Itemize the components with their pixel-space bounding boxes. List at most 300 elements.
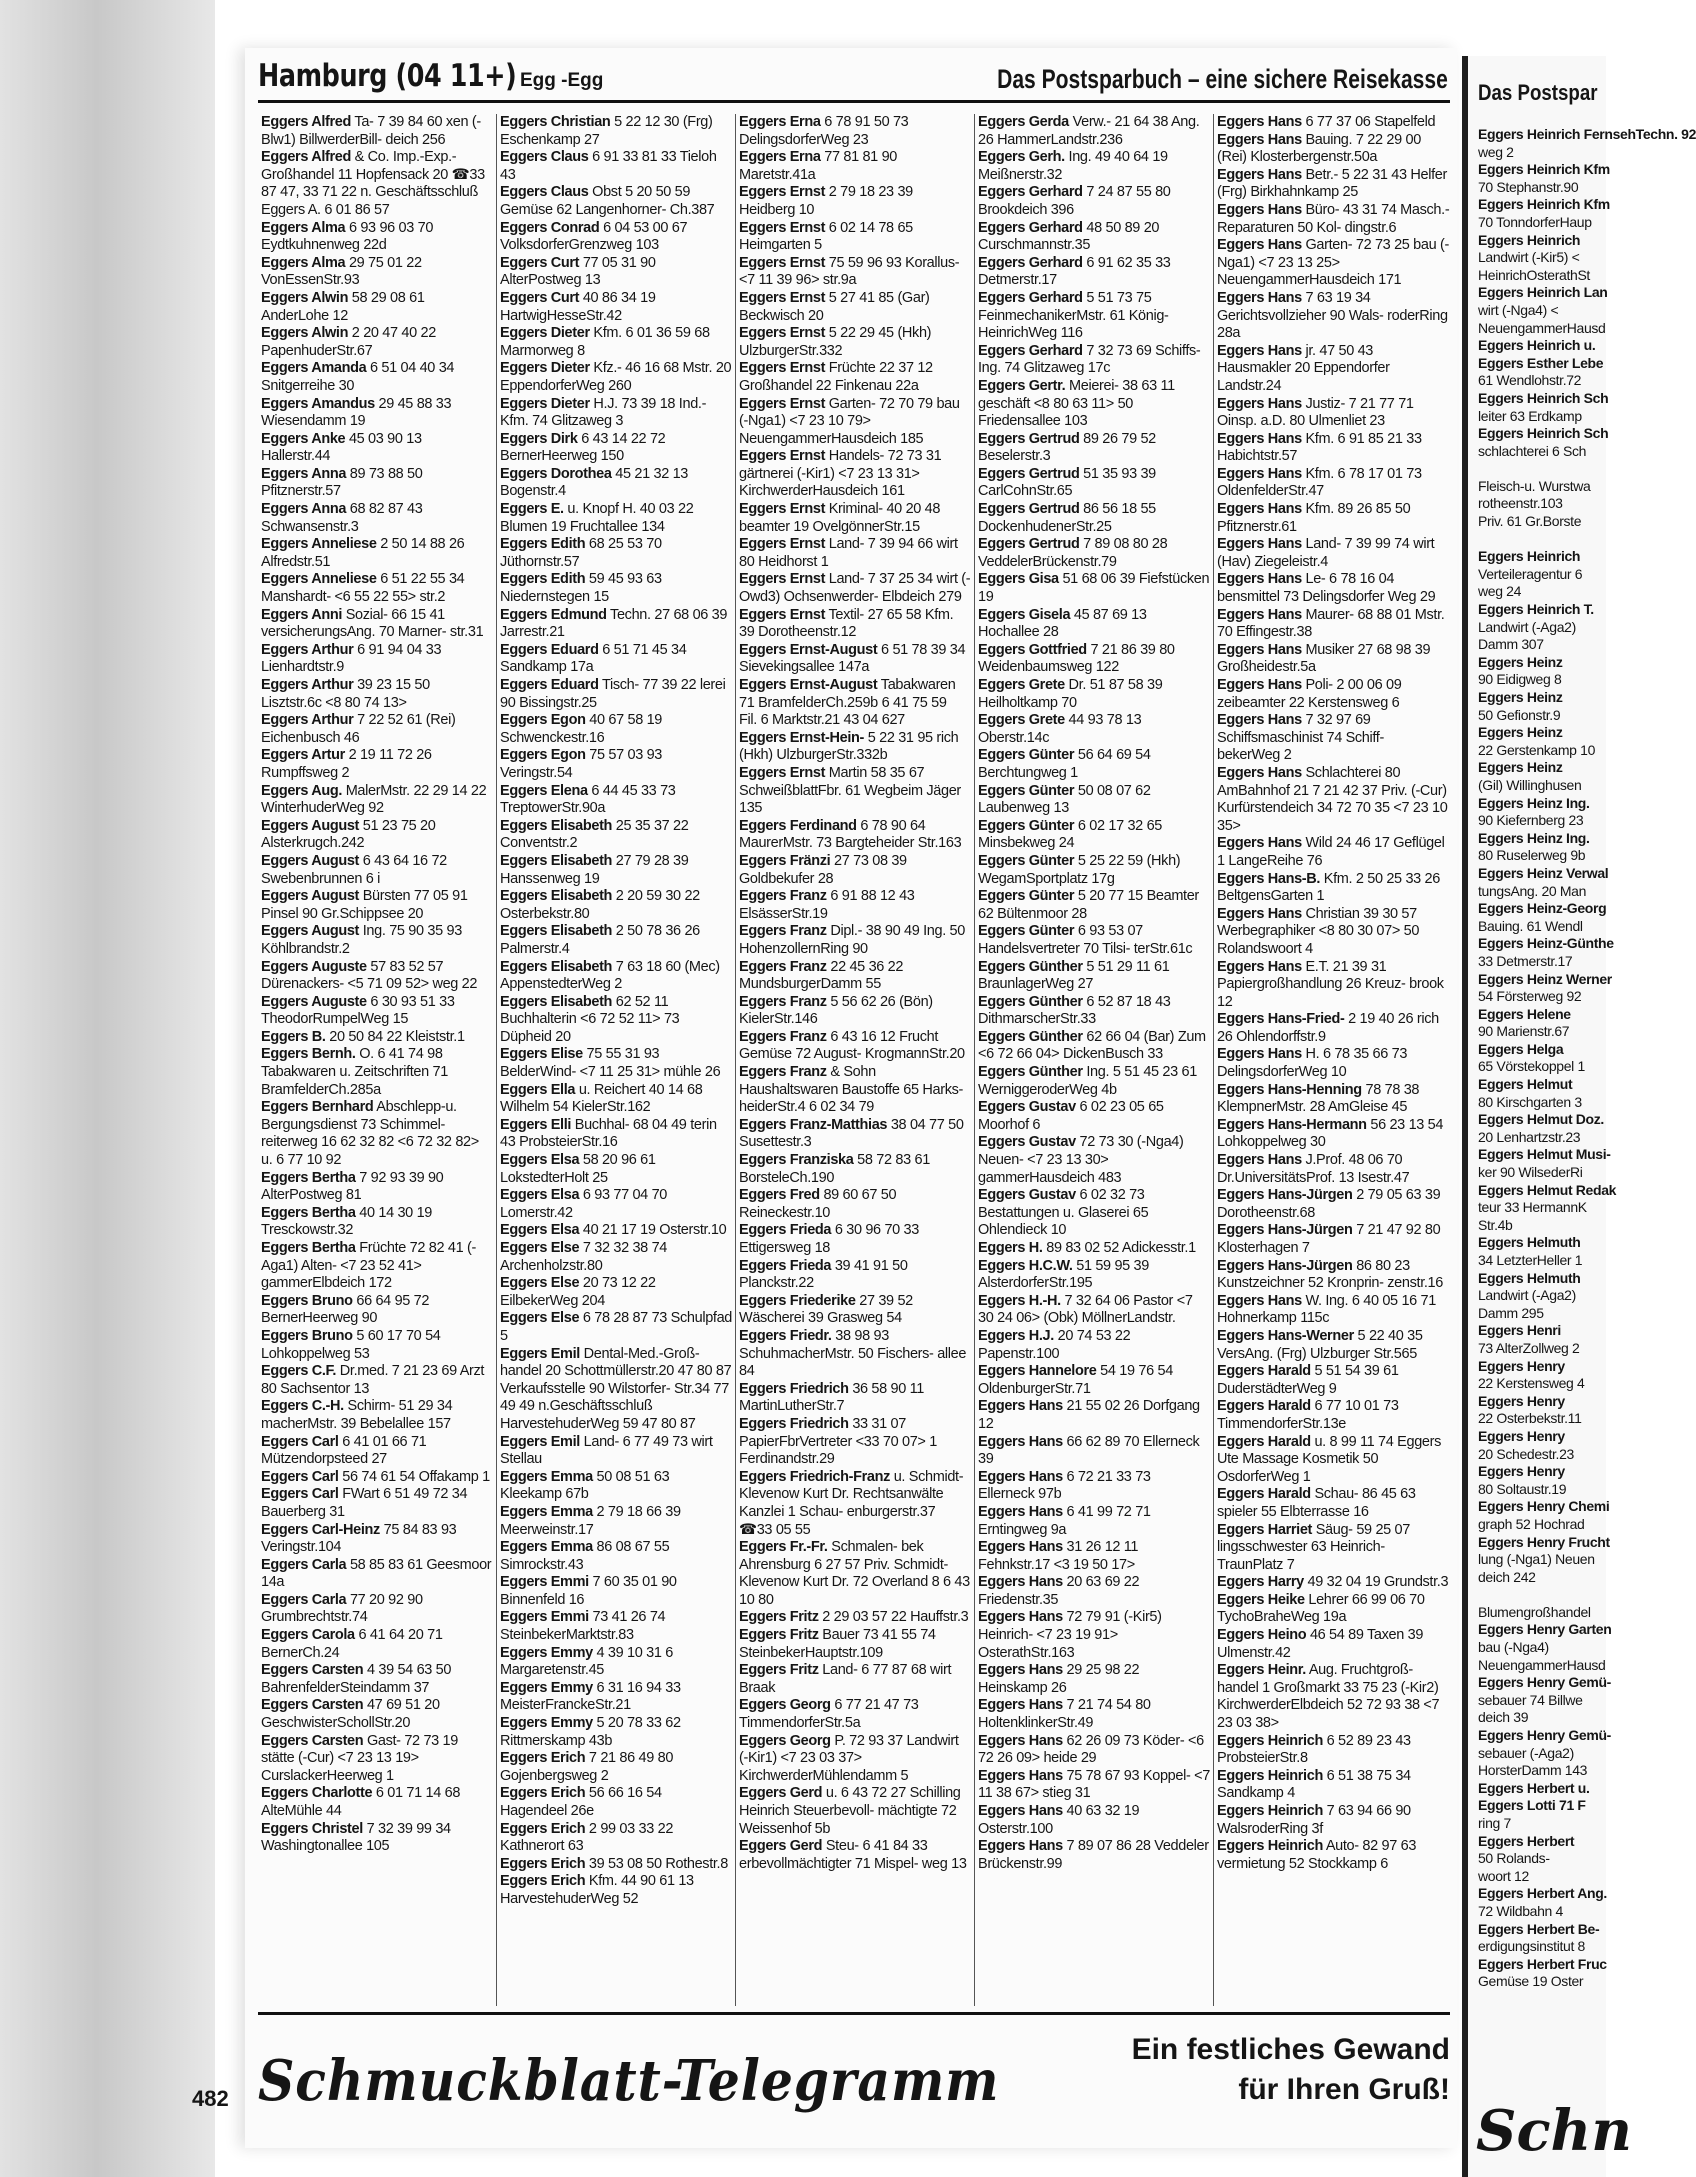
listing-entry: Eggers Bernh. O. 6 41 74 98 Tabakwaren u. Zeitschriften 71 BramfelderCh.285a	[261, 1046, 448, 1098]
adjacent-listing-entry: Str.4b	[1478, 1216, 1513, 1233]
listing-entry: Eggers Else 6 78 28 87 73 Schulpfad 5	[500, 1310, 733, 1344]
listing-entry: Eggers Hans 29 25 98 22 Heinskamp 26	[978, 1662, 1140, 1696]
adjacent-page-header: Das Postspar	[1478, 80, 1598, 105]
listing-entry: Eggers Ernst Land- 7 39 94 66 wirt 80 Heidhorst 1	[739, 536, 958, 570]
adjacent-listing-entry: weg 2	[1478, 143, 1514, 160]
listing-entry: Eggers Ernst 5 27 41 85 (Gar) Beckwisch 20	[739, 289, 930, 324]
listing-entry: Eggers Franz 22 45 36 22 MundsburgerDamm 55	[739, 958, 904, 993]
adjacent-listing-entry: 33 Detmerstr.17	[1478, 952, 1573, 969]
listing-entry: Eggers Gertrud 51 35 93 39 CarlCohnStr.65	[978, 465, 1156, 500]
listing-entry: Fil. 6 Marktstr.21 43 04 627	[739, 712, 905, 729]
listing-entry: Eggers Ernst-August Tabakwaren 71 BramfelderCh.259b 6 41 75 59	[739, 677, 956, 711]
adjacent-listing-entry: Eggers Helmut	[1478, 1076, 1573, 1093]
listing-entry: Eggers Dieter Kfm. 6 01 36 59 68 Marmorweg 8	[500, 325, 710, 359]
listing-entry: Eggers Ernst Früchte 22 37 12 Großhandel 22 Finkenau 22a	[739, 360, 933, 394]
adjacent-listing-entry: Eggers Henry Gemü-	[1478, 1727, 1611, 1744]
listing-entry: Eggers Hans Kfm. 6 78 17 01 73 OldenfelderStr.47	[1217, 465, 1422, 500]
listing-entry: Verkaufsstelle 90 Wilstorfer- Str.34 77 49 49 n.Geschäftsschluß HarvestehuderWeg 59 47 80 87	[500, 1380, 729, 1432]
adjacent-listing-entry: Eggers Esther Lebe	[1478, 354, 1604, 371]
adjacent-listing-entry: Damm 295	[1478, 1304, 1544, 1321]
adjacent-listing-entry	[1478, 460, 1618, 478]
adjacent-listing-entry: HeinrichOsterathSt	[1478, 266, 1590, 283]
listing-entry: Eggers Georg 6 77 21 47 73 TimmendorferStr.5a	[739, 1697, 919, 1732]
listing-entry: Eggers Arthur 6 91 94 04 33 Lienhardtstr.9	[261, 641, 442, 676]
listing-entry: Eggers Frieda 6 30 96 70 33 Ettigersweg 18	[739, 1222, 919, 1256]
listing-entry: Eggers Gertrud 86 56 18 55 DockenhudenerStr.25	[978, 501, 1156, 535]
adjacent-listing-entry: wirt (-Nga4) <	[1478, 301, 1559, 318]
listing-entry: Eggers Christel 7 32 39 99 34 Washingtonallee 105	[261, 1820, 451, 1855]
listing-entry: Eggers Emmi 73 41 26 74 SteinbekerMarktstr.83	[500, 1609, 666, 1644]
listing-entry: Eggers Elena 6 44 45 33 73 TreptowerStr.90a	[500, 782, 676, 817]
listing-entry: Eggers Hans 7 89 07 86 28 Veddeler Brückenstr.99	[978, 1838, 1209, 1872]
listing-entry: Eggers Frieda 39 41 91 50 Planckstr.22	[739, 1257, 908, 1292]
listing-entry: Eggers Elisabeth 62 52 11 Buchhalterin <6 72 52 11> 73 Düpheid 20	[500, 993, 680, 1045]
listing-entry: Eggers Gisela 45 87 69 13 Hochallee 28	[978, 606, 1147, 641]
adjacent-listing-entry: Eggers Henry Gemü-	[1478, 1674, 1611, 1691]
listing-entry: Eggers Günther 62 66 04 (Bar) Zum <6 72 66 04> DickenBusch 33	[978, 1028, 1206, 1063]
listing-entry: Eggers Hans Kfm. 89 26 85 50 Pfitznerstr.61	[1217, 501, 1411, 535]
adjacent-listing-entry: teur 33 HermannK	[1478, 1199, 1587, 1216]
adjacent-listing-entry: 22 Osterbekstr.11	[1478, 1410, 1582, 1427]
adjacent-listing-entry: Eggers Henry	[1478, 1463, 1565, 1480]
listing-entry: Eggers Hans Land- 7 39 99 74 wirt (Hav) Ziegeleistr.4	[1217, 536, 1435, 570]
listing-entry: Eggers Dieter H.J. 73 39 18 Ind.-Kfm. 74 Glitzaweg 3	[500, 395, 707, 430]
listing-entry: Eggers Hans E.T. 21 39 31 Papiergroßhandlung 26 Kreuz- brook 12	[1217, 958, 1444, 1010]
listing-entry: Eggers Emil Land- 6 77 49 73 wirt Stellau	[500, 1433, 713, 1468]
adjacent-listing-entry: 80 Soltaustr.19	[1478, 1480, 1567, 1497]
listing-entry: Eggers Elisabeth 7 63 18 60 (Mec) AppenstedterWeg 2	[500, 958, 720, 993]
listing-entry: Eggers Hans 62 26 09 73 Köder- <6 72 26 09> heide 29	[978, 1732, 1204, 1767]
adjacent-listing-entry: 90 Marienstr.67	[1478, 1023, 1570, 1040]
listing-entry: Eggers Günther 5 51 29 11 61 BraunlagerWeg 27	[978, 958, 1170, 993]
listing-entry: Eggers Anneliese 6 51 22 55 34 Manshardt- <6 55 22 55> str.2	[261, 571, 465, 606]
listing-entry: Eggers Else 7 32 32 38 74 Archenholzstr.80	[500, 1240, 667, 1274]
listing-entry: Eggers Anni Sozial- 66 15 41 versicherungsAng. 70 Marner- str.31	[261, 606, 484, 641]
listing-entry: Eggers H.J. 20 74 53 22 Papenstr.100	[978, 1327, 1131, 1362]
listing-entry: Eggers Grete Dr. 51 87 58 39 Heilholtkamp 70	[978, 677, 1163, 711]
listing-entry: Eggers Egon 40 67 58 19 Schwenckestr.16	[500, 712, 663, 746]
listing-entry: Eggers Ernst Handels- 72 73 31 gärtnerei (-Kir1) <7 23 13 31> KirchwerderHausdeich 161	[739, 448, 942, 500]
listing-entry: Eggers Else 20 73 12 22 EilbekerWeg 204	[500, 1275, 656, 1309]
ad-slogan-line-2: für Ihren Gruß!	[1238, 2073, 1450, 2106]
listing-entry: Eggers Ernst 2 79 18 23 39 Heidberg 10	[739, 184, 913, 218]
listing-entry: Eggers Emmy 5 20 78 33 62 Rittmerskamp 43b	[500, 1715, 681, 1749]
adjacent-listing-entry: Eggers Heinz Verwal	[1478, 864, 1609, 881]
adjacent-listing-entry: leiter 63 Erdkamp	[1478, 407, 1582, 424]
listing-entry: Eggers Gerd Steu- 6 41 84 33 erbevollmächtigter 71 Mispel- weg 13	[739, 1838, 967, 1872]
adjacent-listing-entry: 72 Wildbahn 4	[1478, 1902, 1563, 1919]
listing-entry: Eggers Bertha Früchte 72 82 41 (-Aga1) Alten- <7 23 52 41> gammerElbdeich 172	[261, 1240, 476, 1292]
listing-entry: Eggers Carsten 47 69 51 20 GeschwisterSchollStr.20	[261, 1697, 440, 1732]
adjacent-listing-entry: Eggers Helmut Musi-	[1478, 1146, 1611, 1163]
adjacent-listing-entry: Eggers Heinrich Sch	[1478, 425, 1609, 442]
listing-entry: Eggers Hans 6 77 37 06 Stapelfeld	[1217, 114, 1436, 130]
adjacent-listing-entry: sebauer 74 Billwe	[1478, 1691, 1583, 1708]
adjacent-listing-entry: Eggers Heinrich Lan	[1478, 284, 1608, 301]
listing-entry: Eggers Hans Betr.- 5 22 31 43 Helfer (Frg) Birkhahnkamp 25	[1217, 166, 1447, 201]
listing-entry: Eggers Gertr. Meierei- 38 63 11 geschäft <8 80 63 11> 50 Friedensallee 103	[978, 377, 1175, 430]
adjacent-listing-entry: 22 Gerstenkamp 10	[1478, 741, 1596, 758]
listing-entry: Eggers Hans-Werner 5 22 40 35 VersAng. (Frg) Ulzburger Str.565	[1217, 1327, 1423, 1362]
listing-entry: Eggers Heinrich 7 63 94 66 90 WalsroderRing 3f	[1217, 1803, 1411, 1837]
listing-entry: Eggers Gertrud 7 89 08 80 28 VeddelerBrückenstr.79	[978, 536, 1168, 570]
adjacent-listing-entry: Eggers Heinrich FernsehTechn. 92	[1478, 126, 1696, 142]
adjacent-listing-entry: Landwirt (-Kir5) <	[1478, 249, 1580, 266]
listing-entry: Eggers Elisabeth 2 20 59 30 22 Osterbekstr.80	[500, 888, 700, 922]
listing-entry: Eggers Hans-Jürgen 7 21 47 92 80 Klosterhagen 7	[1217, 1222, 1441, 1256]
listing-entry: Eggers Emma 2 79 18 66 39 Meerweinstr.17	[500, 1503, 681, 1538]
adjacent-listing-entry: Eggers Heinz Werner	[1478, 970, 1612, 987]
adjacent-listing-entry: lung (-Nga1) Neuen	[1478, 1551, 1595, 1568]
listing-entry: Eggers Hans 6 41 99 72 71 Erntingweg 9a	[978, 1503, 1151, 1538]
listing-entry: Eggers Bruno 5 60 17 70 54 Lohkoppelweg 53	[261, 1327, 441, 1362]
adjacent-listing-entry: Eggers Heinrich Kfm	[1478, 161, 1610, 178]
listing-entry: Eggers Alma 6 93 96 03 70 Eydtkuhnenweg 22d	[261, 219, 434, 254]
adjacent-listing-entry: Eggers Helga	[1478, 1040, 1564, 1057]
adjacent-listing-entry: 20 Schedestr.23	[1478, 1445, 1574, 1462]
adjacent-listing-entry: Priv. 61 Gr.Borste	[1478, 513, 1582, 530]
listing-entry: Eggers Günter 50 08 07 62 Laubenweg 13	[978, 782, 1151, 817]
listing-entry: Eggers Friedrich 36 58 90 11 MartinLutherStr.7	[739, 1380, 924, 1415]
adjacent-listing-entry: Eggers Henry Garten	[1478, 1621, 1612, 1638]
listing-entry: Eggers C.-H. Schirm- 51 29 34 macherMstr. 39 Bebelallee 157	[261, 1398, 453, 1432]
listing-entry: Eggers August Bürsten 77 05 91 Pinsel 90 Gr.Schippsee 20	[261, 888, 468, 922]
listing-entry: Eggers Arthur 39 23 15 50 Lisztstr.6c <8 80 74 13>	[261, 677, 430, 711]
listing-entry: Eggers Georg P. 72 93 37 Landwirt (-Kir1) <7 23 03 37> KirchwerderMühlendamm 5	[739, 1732, 959, 1784]
listing-entry: Eggers Carl FWart 6 51 49 72 34 Bauerberg 31	[261, 1486, 468, 1520]
listing-entry: Eggers Ernst Kriminal- 40 20 48 beamter 19 OvelgönnerStr.15	[739, 501, 941, 535]
listing-entry: Eggers Günter 56 64 69 54 Berchtungweg 1	[978, 747, 1151, 781]
listing-entry: Eggers Harald 5 51 54 39 61 DuderstädterWeg 9	[1217, 1363, 1399, 1397]
listing-entry: Eggers Friederike 27 39 52 Wäscherei 39 Grasweg 54	[739, 1292, 913, 1327]
adjacent-listing-entry: Eggers Henri	[1478, 1322, 1561, 1339]
listing-entry: Eggers Hans 40 63 32 19 Osterstr.100	[978, 1803, 1140, 1837]
listing-entry: Eggers Dieter Kfz.- 46 16 68 Mstr. 20 EppendorferWeg 260	[500, 360, 732, 394]
listing-entry: Eggers Hans Bauing. 7 22 29 00 (Rei) Klosterbergenstr.50a	[1217, 131, 1421, 166]
adjacent-listing-entry: 22 Kerstensweg 4	[1478, 1375, 1585, 1392]
listing-columns	[258, 114, 1454, 2006]
adjacent-listing-entry: Damm 307	[1478, 636, 1544, 653]
listing-entry: Eggers Gerhard 7 32 73 69 Schiffs-Ing. 74 Glitzaweg 17c	[978, 342, 1201, 377]
adjacent-listing-entry: 50 Rolands-	[1478, 1850, 1550, 1867]
listing-entry: Eggers Franz Dipl.- 38 90 49 Ing. 50 HohenzollernRing 90	[739, 923, 965, 957]
listing-entry: Eggers E. u. Knopf H. 40 03 22 Blumen 19 Fruchtallee 134	[500, 501, 694, 535]
adjacent-listing-entry: Eggers Heinrich u.	[1478, 337, 1596, 354]
listing-entry: Eggers Hans-Fried- 2 19 40 26 rich 26 Ohlendorffstr.9	[1217, 1011, 1439, 1045]
adjacent-listing-entry: 20 Lenhartzstr.23	[1478, 1128, 1581, 1145]
adjacent-page	[1462, 56, 1696, 2177]
listing-entry: Eggers Anke 45 03 90 13 Hallerstr.44	[261, 430, 422, 465]
footer-divider	[258, 2012, 1450, 2015]
listing-entry: Eggers Hans Wild 24 46 17 Geflügel 1 LangeReihe 76	[1217, 835, 1445, 869]
listing-entry: Eggers H.C.W. 51 59 95 39 AlsterdorferStr.195	[978, 1257, 1149, 1292]
listing-entry: Eggers Charlotte 6 01 71 14 68 AlteMühle 44	[261, 1785, 461, 1819]
adjacent-listing-entry: Eggers Herbert Fruc	[1478, 1955, 1607, 1972]
listing-entry: Eggers Carla 58 85 83 61 Geesmoor 14a	[261, 1556, 492, 1591]
listing-entry: Eggers Emma 86 08 67 55 Simrockstr.43	[500, 1539, 670, 1573]
adjacent-listing-entry: deich 242	[1478, 1568, 1536, 1585]
listing-entry: Eggers Bruno 66 64 95 72 BernerHeerweg 90	[261, 1292, 430, 1327]
listing-entry: Eggers Gustav 6 02 32 73 Bestattungen u. Glaserei 65 Ohlendieck 10	[978, 1187, 1149, 1239]
listing-column-3	[736, 114, 975, 2006]
adjacent-listing-entry: weg 24	[1478, 583, 1522, 600]
listing-entry: Eggers Hans Schlachterei 80 AmBahnhof 21 7 21 42 37 Priv. (-Cur) Kurfürstendeich 34 72 70 35 <7 23 10 35>	[1217, 764, 1448, 834]
adjacent-listing-entry: Eggers Herbert Ang.	[1478, 1885, 1607, 1902]
listing-entry: Eggers Friedrich-Franz u. Schmidt-Klevenow Kurt Dr. Rechtsanwälte Kanzlei 1 Schau- enburgerstr.37 ☎33 05 55	[739, 1468, 964, 1538]
listing-entry: Eggers Arthur 7 22 52 61 (Rei) Eichenbusch 46	[261, 712, 456, 746]
adjacent-listing-entry: graph 52 Hochrad	[1478, 1515, 1585, 1532]
listing-entry: Eggers Ernst Martin 58 35 67 SchweißblattFbr. 61 Wegbeim Jäger 135	[739, 764, 961, 817]
listing-entry: Eggers Franz & Sohn Haushaltswaren Baustoffe 65 Harks- heiderStr.4 6 02 34 79	[739, 1064, 963, 1116]
adjacent-listing-entry: Bauing. 61 Wendl	[1478, 917, 1583, 934]
listing-entry: Eggers Edith 59 45 93 63 Niedernstegen 15	[500, 571, 662, 606]
adjacent-listing-entry: Eggers Heinz-Georg	[1478, 900, 1607, 917]
listing-entry: Eggers Günther 6 52 87 18 43 DithmarscherStr.33	[978, 993, 1171, 1028]
adjacent-listing-entry: 90 Eidigweg 8	[1478, 671, 1562, 688]
listing-entry: Eggers Dirk 6 43 14 22 72 BernerHeerweg 150	[500, 430, 666, 465]
listing-entry: Eggers Günter 5 20 77 15 Beamter 62 Bültenmoor 28	[978, 888, 1199, 922]
adjacent-listing-entry: 65 Vörstekoppel 1	[1478, 1058, 1585, 1075]
adjacent-listing-entry: (Gil) Willinghusen	[1478, 776, 1582, 793]
listing-entry: Eggers Artur 2 19 11 72 26 Rumpffsweg 2	[261, 747, 432, 781]
adjacent-listing-entry: Blumengroßhandel	[1478, 1603, 1591, 1620]
listing-entry: Eggers Hans 21 55 02 26 Dorfgang 12	[978, 1398, 1200, 1432]
listing-entry: Eggers Elisabeth 25 35 37 22 Conventstr.2	[500, 817, 689, 852]
listing-entry: Eggers Alwin 2 20 47 40 22 PapenhuderStr.67	[261, 325, 436, 359]
listing-column-4	[975, 114, 1214, 2006]
listing-entry: Eggers Elisabeth 2 50 78 36 26 Palmerstr.4	[500, 923, 700, 957]
listing-entry: Eggers Emmi 7 60 35 01 90 Binnenfeld 16	[500, 1574, 677, 1608]
adjacent-listing-entry: Eggers Henry	[1478, 1392, 1565, 1409]
adjacent-listing-entry: Eggers Heinrich Sch	[1478, 389, 1609, 406]
listing-entry: Eggers Heinrich 6 52 89 23 43 ProbsteierStr.8	[1217, 1732, 1411, 1767]
adjacent-listing-entry: Eggers Heinz Ing.	[1478, 794, 1590, 811]
listing-entry: Eggers Franz-Matthias 38 04 77 50 Susettestr.3	[739, 1116, 964, 1151]
listing-entry: Eggers Hans Garten- 72 73 25 bau (-Nga1) <7 23 13 25> NeuengammerHausdeich 171	[1217, 237, 1449, 289]
listing-entry: Eggers Heinr. Aug. Fruchtgroß- handel 1 Großmarkt 33 75 23 (-Kir2) KirchwerderElbdeich 52 72 93 38 <7 23 03 38>	[1217, 1662, 1440, 1732]
listing-column-2	[497, 114, 736, 2006]
adjacent-listing-entry: Eggers Heinrich	[1478, 231, 1581, 248]
listing-column-5	[1214, 114, 1453, 2006]
listing-entry: Eggers Gertrud 89 26 79 52 Beselerstr.3	[978, 430, 1156, 465]
listing-entry: Eggers Erna 77 81 81 90 Maretstr.41a	[739, 149, 898, 183]
listing-entry: Eggers Hans-Jürgen 86 80 23 Kunstzeichner 52 Kronprin- zenstr.16	[1217, 1257, 1443, 1292]
listing-entry: Eggers Fritz Land- 6 77 87 68 wirt Braak	[739, 1662, 952, 1696]
listing-entry: Eggers Ernst 75 59 96 93 Korallus- <7 11 39 96> str.9a	[739, 254, 960, 289]
listing-entry: Eggers Alfred Ta- 7 39 84 60 xen (-Blw1) BillwerderBill- deich 256	[261, 114, 481, 148]
listing-entry: Eggers Harald Schau- 86 45 63 spieler 55 Elbterrasse 16	[1217, 1486, 1416, 1520]
listing-entry: Eggers Grete 44 93 78 13 Oberstr.14c	[978, 712, 1142, 746]
listing-entry: Eggers Claus Obst 5 20 50 59 Gemüse 62 Langenhorner- Ch.387	[500, 184, 715, 218]
listing-entry: Eggers Heino 46 54 89 Taxen 39 Ulmenstr.42	[1217, 1627, 1424, 1661]
adjacent-listing-entry: Eggers Heinz	[1478, 653, 1563, 670]
listing-entry: Eggers Fred 89 60 67 50 Reineckestr.10	[739, 1187, 897, 1221]
listing-entry: Eggers Dorothea 45 21 32 13 Bogenstr.4	[500, 465, 689, 500]
listing-entry: Eggers Carsten Gast- 72 73 19 stätte (-Cur) <7 23 13 19> CurslackerHeerweg 1	[261, 1732, 458, 1784]
adjacent-listing-entry: Eggers Heinz	[1478, 724, 1563, 741]
adjacent-listing-entry: Eggers Lotti 71 F	[1478, 1797, 1586, 1814]
page-header	[258, 58, 1450, 103]
listing-entry: Eggers August 51 23 75 20 Alsterkrugch.242	[261, 817, 436, 852]
adjacent-listing-entry: Verteileragentur 6	[1478, 565, 1583, 582]
listing-entry: Eggers Heike Lehrer 66 99 06 70 TychoBraheWeg 19a	[1217, 1591, 1425, 1626]
adjacent-listing-entry: Eggers Henry Frucht	[1478, 1533, 1610, 1550]
adjacent-listing-entry: ker 90 WilsederRi	[1478, 1164, 1583, 1181]
listing-entry: Eggers Alma 29 75 01 22 VonEssenStr.93	[261, 254, 422, 289]
listing-entry: Eggers Conrad 6 04 53 00 67 VolksdorferGrenzweg 103	[500, 219, 688, 254]
listing-entry: Eggers Gerhard 6 91 62 35 33 Detmerstr.17	[978, 254, 1171, 289]
adjacent-listing-entry: 34 LetzterHeller 1	[1478, 1252, 1583, 1268]
listing-entry: Eggers Fr.-Fr. Schmalen- bek Ahrensburg 6 27 57 Priv. Schmidt-Klevenow Kurt Dr. 72 Overland 8 6 43 10 80	[739, 1539, 970, 1608]
listing-entry: Eggers Franz 6 91 88 12 43 ElsässerStr.19	[739, 888, 915, 922]
listing-entry: Eggers Ernst 5 22 29 45 (Hkh) UlzburgerStr.332	[739, 325, 932, 359]
listing-entry: Eggers Gustav 6 02 23 05 65 Moorhof 6	[978, 1099, 1164, 1133]
header-slogan: Das Postsparbuch – eine sichere Reisekasse	[997, 64, 1448, 94]
listing-entry: Eggers Auguste 6 30 93 51 33 TheodorRumpelWeg 15	[261, 993, 455, 1028]
adjacent-listing-entry: Fleisch-u. Wurstwa	[1478, 477, 1591, 494]
listing-entry: Eggers Hannelore 54 19 76 54 OldenburgerStr.71	[978, 1363, 1173, 1397]
listing-entry: Eggers Günter 6 02 17 32 65 Minsbekweg 24	[978, 817, 1162, 852]
adjacent-listing-entry: tungsAng. 20 Man	[1478, 882, 1587, 899]
listing-entry: Eggers Bernhard Abschlepp-u. Bergungsdienst 73 Schimmel- reiterweg 16 62 32 82 <6 72 32 82> u. 6 77 10 92	[261, 1099, 479, 1169]
listing-entry: Eggers Günter 6 93 53 07 Handelsvertreter 70 Tilsi- terStr.61c	[978, 923, 1193, 957]
adjacent-listing-entry: Eggers Henry	[1478, 1427, 1565, 1444]
listing-entry: Eggers Erich Kfm. 44 90 61 13 HarvestehuderWeg 52	[500, 1873, 694, 1907]
listing-entry: Eggers Gustav 72 73 30 (-Nga4) Neuen- <7 23 13 30> gammerHausdeich 483	[978, 1134, 1184, 1186]
adjacent-listing-entry: Eggers Heinrich T.	[1478, 601, 1594, 618]
listing-entry: Eggers Ferdinand 6 78 90 64 MaurerMstr. 73 Bargteheider Str.163	[739, 817, 962, 852]
header-city: Hamburg (04 11+)	[258, 58, 517, 94]
listing-entry: Eggers Hans 31 26 12 11 Fehnkstr.17 <3 19 50 17>	[978, 1539, 1139, 1573]
listing-entry: Eggers Ernst-August 6 51 78 39 34 Sievekingsallee 147a	[739, 641, 966, 676]
listing-entry: Eggers Harry 49 32 04 19 Grundstr.3	[1217, 1574, 1449, 1591]
adjacent-listing-entry: Landwirt (-Aga2)	[1478, 1287, 1576, 1304]
listing-entry: Eggers Hans Christian 39 30 57 Werbegraphiker <8 80 30 07> 50 Rolandswoort 4	[1217, 905, 1420, 957]
listing-entry: Eggers Eduard Tisch- 77 39 22 lerei 90 Bissingstr.25	[500, 677, 726, 711]
listing-entry: Eggers Ernst 6 02 14 78 65 Heimgarten 5	[739, 219, 913, 254]
adjacent-listing-entry: Eggers Herbert Be-	[1478, 1920, 1600, 1937]
adjacent-listing-entry: Eggers Heinz Ing.	[1478, 829, 1590, 846]
header-range: Egg -Egg	[520, 70, 604, 91]
listing-entry: Eggers Fränzi 27 73 08 39 Goldbekufer 28	[739, 852, 907, 887]
adjacent-listing-entry: Eggers Henry	[1478, 1357, 1565, 1374]
listing-entry: Eggers Gerh. Ing. 49 40 64 19 Meißnerstr.32	[978, 149, 1168, 183]
adjacent-listing-entry	[1478, 1586, 1618, 1604]
listing-entry: Eggers Erich 56 66 16 54 Hagendeel 26e	[500, 1785, 662, 1819]
listing-entry: Eggers Hans Poli- 2 00 06 09 zeibeamter 22 Kerstensweg 6	[1217, 677, 1402, 711]
adjacent-listing-entry: Eggers Heinz	[1478, 689, 1563, 705]
listing-entry: Eggers Eduard 6 51 71 45 34 Sandkamp 17a	[500, 641, 687, 676]
listing-entry: Eggers Amanda 6 51 04 40 34 Snitgerreihe 30	[261, 360, 455, 394]
adjacent-listing-entry: Landwirt (-Aga2)	[1478, 618, 1576, 635]
adjacent-listing-entry: Eggers Heinrich	[1478, 548, 1581, 565]
listing-entry: Eggers Hans Büro- 43 31 74 Masch.-Reparaturen 50 Kol- dingstr.6	[1217, 201, 1450, 236]
adjacent-listing-entry: bau (-Nga4)	[1478, 1639, 1549, 1656]
listing-entry: Eggers Gerhard 48 50 89 20 Curschmannstr.35	[978, 219, 1160, 254]
adjacent-listing-entry: rotheenstr.103	[1478, 495, 1563, 512]
listing-entry: Eggers Ernst Textil- 27 65 58 Kfm. 39 Dorotheenstr.12	[739, 606, 954, 641]
listing-entry: Eggers Edmund Techn. 27 68 06 39 Jarrestr.21	[500, 606, 728, 641]
ad-slogan-line-1: Ein festliches Gewand	[1131, 2033, 1450, 2066]
adjacent-listing-entry: HorsterDamm 143	[1478, 1762, 1588, 1779]
adjacent-listing-entry: NeuengammerHausd	[1478, 319, 1606, 336]
adjacent-listing-entry: woort 12	[1478, 1867, 1529, 1884]
listing-entry: Eggers Hans jr. 47 50 43 Hausmakler 20 Eppendorfer Landstr.24	[1217, 342, 1390, 394]
adjacent-listing-entry: sebauer (-Aga2)	[1478, 1744, 1574, 1761]
adjacent-listing-entry: 70 TonndorferHaup	[1478, 213, 1592, 230]
listing-entry: Eggers Fritz Bauer 73 41 55 74 SteinbekerHauptstr.109	[739, 1627, 936, 1661]
listing-entry: Eggers Anna 89 73 88 50 Pfitznerstr.57	[261, 465, 423, 500]
listing-entry: Eggers Gerhard 7 24 87 55 80 Brookdeich 396	[978, 184, 1171, 218]
listing-entry: Eggers Hans Kfm. 6 91 85 21 33 Habichtstr.57	[1217, 430, 1422, 465]
adjacent-listing-entry: 80 Ruselerweg 9b	[1478, 847, 1586, 864]
listing-entry: Eggers August Ing. 75 90 35 93 Köhlbrandstr.2	[261, 923, 462, 957]
adjacent-listing-entry: Eggers Helmut Doz.	[1478, 1111, 1604, 1128]
listing-entry: Eggers Elsa 58 20 96 61 LokstedterHolt 25	[500, 1152, 656, 1186]
listing-entry: Eggers Franziska 58 72 83 61 BorsteleCh.190	[739, 1152, 930, 1186]
listing-entry: Eggers H.-H. 7 32 64 06 Pastor <7 30 24 06> (Obk) MöllnerLandstr.	[978, 1292, 1193, 1327]
listing-entry: Eggers Hans 7 63 19 34 Gerichtsvollzieher 90 Wals- roderRing 28a	[1217, 289, 1448, 342]
listing-entry: Eggers Erich 7 21 86 49 80 Gojenbergsweg 2	[500, 1750, 674, 1784]
listing-entry: Eggers Günther Ing. 5 51 45 23 61 WerniggeroderWeg 4b	[978, 1064, 1197, 1098]
listing-entry: Eggers Franz 6 43 16 12 Frucht Gemüse 72 August- KrogmannStr.20	[739, 1028, 965, 1063]
listing-entry: Eggers Hans J.Prof. 48 06 70 Dr.UniversitätsProf. 13 Isestr.47	[1217, 1152, 1410, 1186]
listing-entry: Eggers Hans 72 79 91 (-Kir5) Heinrich- <7 23 19 91> OsterathStr.163	[978, 1609, 1162, 1661]
listing-entry: Eggers Ella u. Reichert 40 14 68 Wilhelm 54 KielerStr.162	[500, 1081, 703, 1116]
listing-entry: Eggers Friedr. 38 98 93 SchuhmacherMstr. 50 Fischers- allee 84	[739, 1327, 967, 1380]
listing-entry: Eggers Harald 6 77 10 01 73 TimmendorferStr.13e	[1217, 1398, 1399, 1432]
listing-entry: Eggers Hans-B. Kfm. 2 50 25 33 26 BeltgensGarten 1	[1217, 870, 1440, 905]
listing-entry: Eggers C.F. Dr.med. 7 21 23 69 Arzt 80 Sachsentor 13	[261, 1363, 485, 1397]
listing-entry: Eggers Carsten 4 39 54 63 50 BahrenfelderSteindamm 37	[261, 1662, 452, 1696]
adjacent-listing-entry: 80 Kirschgarten 3	[1478, 1093, 1582, 1110]
listing-entry: Eggers Emmy 6 31 16 94 33 MeisterFranckeStr.21	[500, 1679, 681, 1714]
listing-entry: Eggers Gerhard 5 51 73 75 FeinmechanikerMstr. 61 König- HeinrichWeg 116	[978, 289, 1169, 342]
listing-entry: Eggers H. 89 83 02 52 Adickesstr.1	[978, 1240, 1196, 1256]
listing-entry: Eggers Elsa 40 21 17 19 Osterstr.10	[500, 1222, 727, 1239]
adjacent-listing-entry: 61 Wendlohstr.72	[1478, 372, 1582, 389]
listing-entry: Eggers Alwin 58 29 08 61 AnderLohe 12	[261, 289, 425, 324]
listing-entry: Eggers Edith 68 25 53 70 Jüthornstr.57	[500, 536, 662, 570]
listing-entry: Eggers Harriet Säug- 59 25 07 lingsschwester 63 Heinrich- TraunPlatz 7	[1217, 1521, 1410, 1573]
listing-entry: Eggers Hans Le- 6 78 16 04 bensmittel 73 Delingsdorfer Weg 29	[1217, 571, 1436, 606]
listing-entry: Eggers Gisa 51 68 06 39 Fiefstücken 19	[978, 571, 1210, 606]
listing-entry: Eggers Carola 6 41 64 20 71 BernerCh.24	[261, 1627, 443, 1661]
listing-entry: Eggers Carla 77 20 92 90 Grumbrechtstr.74	[261, 1591, 423, 1626]
listing-entry: Eggers Egon 75 57 03 93 Veringstr.54	[500, 747, 663, 781]
listing-entry: Eggers Alfred & Co. Imp.-Exp.- Großhandel 11 Hopfensack 20 ☎33 87 47, 33 71 22 n. Geschäftsschluß Eggers A. 6 01 86 57	[261, 149, 485, 218]
listing-entry: Eggers Hans-Henning 78 78 38 KlempnerMstr. 28 AmGleise 45	[1217, 1081, 1420, 1116]
listing-entry: Eggers Gerda Verw.- 21 64 38 Ang. 26 HammerLandstr.236	[978, 114, 1200, 148]
listing-entry: Eggers Ernst Land- 7 37 25 34 wirt (-Owd3) Ochsenwerder- Elbdeich 279	[739, 571, 971, 606]
adjacent-listing-entry: Eggers Heinrich Kfm	[1478, 196, 1610, 213]
listing-entry: Eggers Hans Maurer- 68 88 01 Mstr. 70 Effingestr.38	[1217, 606, 1445, 641]
ad-slogan	[1080, 2030, 1450, 2110]
listing-entry: Eggers Anna 68 82 87 43 Schwansenstr.3	[261, 501, 423, 535]
listing-entry: Eggers Hans-Jürgen 2 79 05 63 39 Dorotheenstr.68	[1217, 1187, 1441, 1221]
adjacent-listing-entry: 54 Försterweg 92	[1478, 988, 1582, 1005]
listing-entry: Eggers Hans 75 78 67 93 Koppel- <7 11 38 67> stieg 31	[978, 1767, 1210, 1802]
adjacent-listing-entry: Eggers Heinz	[1478, 759, 1563, 776]
listing-entry: Eggers Hans Musiker 27 68 98 39 Großheidestr.5a	[1217, 641, 1431, 676]
adjacent-listing-entry: 73 AlterZollweg 2	[1478, 1339, 1580, 1356]
listing-entry: Eggers Hans W. Ing. 6 40 05 16 71 Hohnerkamp 115c	[1217, 1292, 1436, 1327]
listing-entry: Eggers Elli Buchhal- 68 04 49 terin 43 ProbsteierStr.16	[500, 1116, 717, 1151]
listing-entry: Eggers Elisabeth 27 79 28 39 Hanssenweg 19	[500, 852, 689, 887]
listing-entry: Eggers Curt 77 05 31 90 AlterPostweg 13	[500, 254, 656, 289]
listing-entry: Eggers Harald u. 8 99 11 74 Eggers Ute Massage Kosmetik 50 OsdorferWeg 1	[1217, 1433, 1441, 1485]
adjacent-listing-entry: Eggers Helene	[1478, 1005, 1571, 1022]
